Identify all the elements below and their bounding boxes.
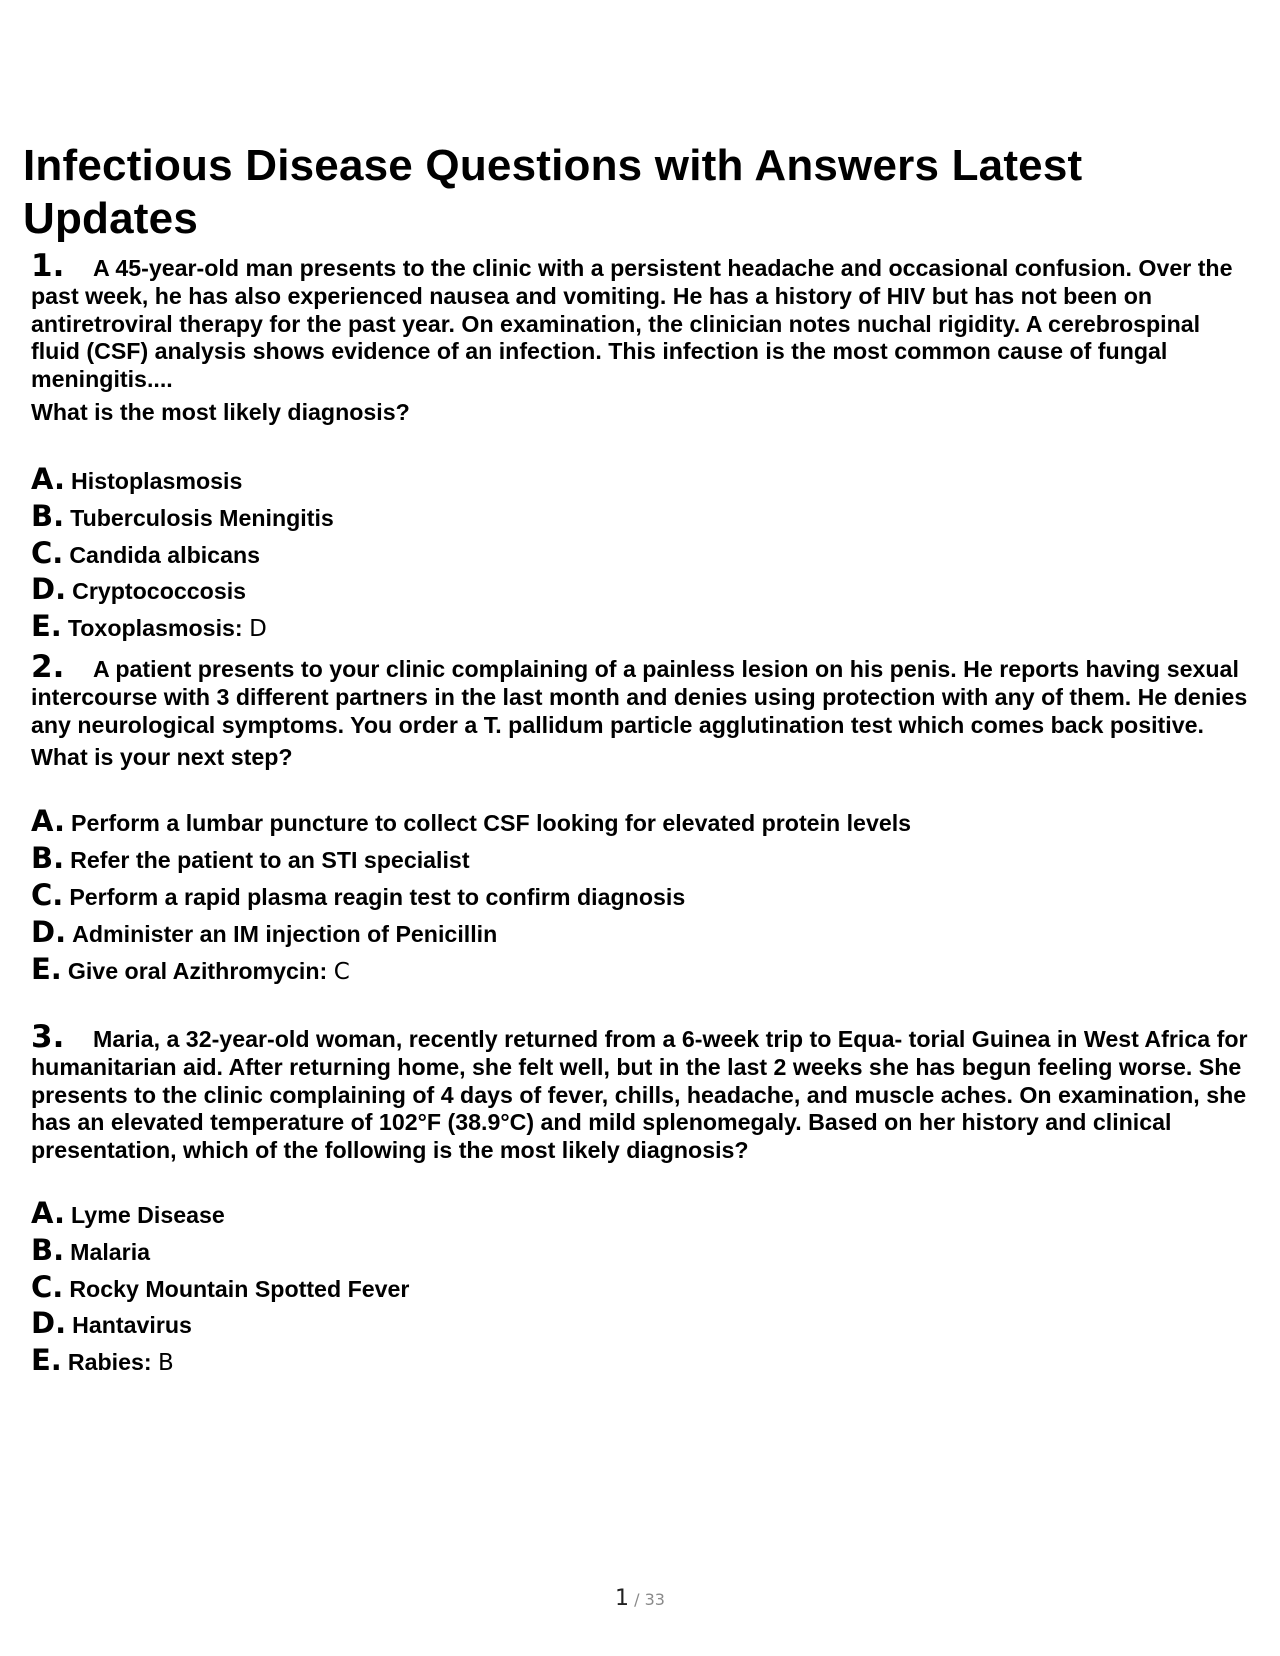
option-list [31,461,1251,645]
answer-key: D [249,616,267,643]
question-stem [31,248,1251,394]
option-letter: B. [31,1232,65,1267]
current-page-number: 1 [615,1586,630,1611]
option-c [31,535,1251,572]
question-text: A 45-year-old man presents to the clinic with a persistent headache and occasional confusion. Over the past week, he has also experienced nausea and vomiting. He has a history of HIV but has not been on antiretroviral therapy for the past year. On examination, the clinician notes nuchal rigidity. A cerebrospinal fluid (CSF) analysis shows evidence of an infection. This infection is the most common cause of fungal meningitis.... [31,255,1233,393]
option-letter: C. [31,1269,64,1304]
option-text: Histoplasmosis [71,467,243,494]
option-letter: D. [31,914,67,949]
option-text: Cryptococcosis [72,578,247,605]
question-3 [31,1019,1251,1379]
option-e [31,1342,1251,1379]
option-letter: A. [31,1195,65,1230]
option-letter: B. [31,841,65,876]
option-letter: D. [31,1306,67,1341]
option-a [31,803,1251,840]
question-prompt: What is the most likely diagnosis? [31,398,410,425]
option-b [31,498,1251,535]
question-2 [31,649,1251,987]
option-d [31,1305,1251,1342]
option-a [31,1195,1251,1232]
question-number: 3. [31,1019,65,1055]
answer-key: B [158,1350,174,1377]
option-letter: D. [31,572,67,607]
option-text: Malaria [70,1238,151,1265]
question-number: 2. [31,649,65,685]
option-e [31,608,1251,645]
option-d [31,571,1251,608]
option-list [31,1195,1251,1379]
option-text: Tuberculosis Meningitis [70,504,334,531]
option-letter: A. [31,804,65,839]
question-1 [31,248,1251,645]
option-text: Administer an IM injection of Penicillin [72,920,498,947]
option-letter: B. [31,498,65,533]
total-pages: 33 [644,1590,665,1609]
option-letter: E. [31,609,62,644]
question-prompt: What is your next step? [31,744,293,771]
question-text: A patient presents to your clinic complaining of a painless lesion on his penis. He reports having sexual intercourse with 3 different partners in the last month and denies using protection with any of them. He denies any neurological symptoms. You order a T. pallidum particle agglutination test which comes back positive. [31,656,1248,738]
option-text: Candida albicans [69,541,261,568]
document-title: Infectious Disease Questions with Answers Latest Updates [23,141,1083,243]
option-letter: E. [31,1343,62,1378]
option-c [31,877,1251,914]
option-list [31,803,1251,987]
option-text: Rocky Mountain Spotted Fever [69,1275,410,1302]
option-b [31,1232,1251,1269]
option-text: Toxoplasmosis: [67,615,243,642]
option-letter: C. [31,877,64,912]
question-stem [31,649,1251,739]
answer-key: C [333,958,350,985]
page-indicator [0,1586,1280,1611]
option-e [31,951,1251,988]
option-d [31,914,1251,951]
option-letter: A. [31,461,65,496]
option-letter: E. [31,951,62,986]
option-text: Perform a lumbar puncture to collect CSF looking for elevated protein levels [71,810,912,837]
option-text: Rabies: [67,1349,152,1376]
question-text: Maria, a 32-year-old woman, recently returned from a 6-week trip to Equa- torial Guinea in West Africa for humanitarian aid. After returning home, she felt well, but in the last 2 weeks she has begun feeling worse. She presents to the clinic complaining of 4 days of fever, chills, headache, and muscle aches. On examination, she has an elevated temperature of 102°F (38.9°C) and mild splenomegaly. Based on her history and clinical presentation, which of the following is the most likely diagnosis? [31,1026,1248,1164]
option-text: Perform a rapid plasma reagin test to confirm diagnosis [69,883,686,910]
option-a [31,461,1251,498]
option-c [31,1269,1251,1306]
option-b [31,840,1251,877]
option-text: Hantavirus [72,1312,192,1339]
question-number: 1. [31,248,65,284]
option-text: Give oral Azithromycin: [67,957,328,984]
question-stem [31,1019,1251,1165]
option-text: Refer the patient to an STI specialist [70,847,470,874]
option-text: Lyme Disease [71,1201,225,1228]
option-letter: C. [31,535,64,570]
page-separator: / [634,1590,640,1609]
